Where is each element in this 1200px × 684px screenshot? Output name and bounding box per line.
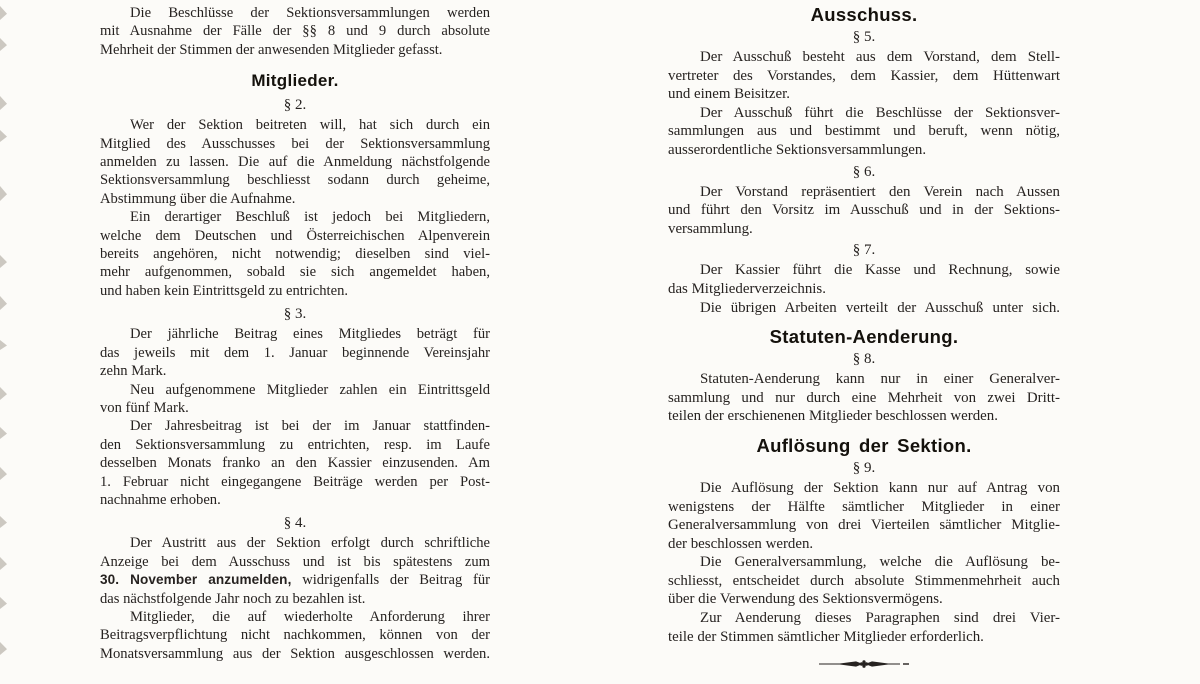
text-line: über die Verwendung des Sektionsvermögens. [668,591,943,608]
text-line: Der Vorstand repräsentiert den Verein nach Aussen [700,183,1060,200]
paragraph-number: § 9. [852,459,876,476]
paragraph-number: § 4. [283,515,307,532]
text-span: widrigenfalls der Beitrag für [291,572,490,589]
text-line: desselben Monats franko an den Kassier einzusenden. Am [100,455,490,472]
text-line: Generalversammlung von drei Vierteilen sämtlicher Mitglie- [668,517,1060,534]
tailpiece-divider-ornament-icon [668,654,1060,672]
page-left-column [100,0,490,663]
text-line: versammlung. [668,220,753,237]
paragraph [668,183,1060,239]
paragraph [100,4,490,59]
section-heading: Ausschuss. [810,4,918,25]
text-line: nachnahme erhoben. [100,491,221,508]
text-line: anmelden zu lassen. Die auf die Anmeldung nächstfolgende [100,154,490,171]
text-line: von fünf Mark. [100,399,189,416]
text-line: das jeweils mit dem 1. Januar beginnende Vereinsjahr [100,344,490,361]
text-line: Zur Aenderung dieses Paragraphen sind drei Vier- [700,610,1060,627]
text-line: Die übrigen Arbeiten verteilt der Ausschuß unter sich. [700,299,1060,316]
paragraph [668,299,1060,318]
paragraph [668,553,1060,609]
text-line: sammlungen aus und bestimmt und beruft, wenn nötig, [668,123,1060,140]
text-line: Statuten-Aenderung kann nur in einer Generalver- [700,371,1060,388]
text-line [100,571,490,589]
text-line: Beitragsverpflichtung nicht nachkommen, können von der [100,627,490,644]
scan-artifact [0,6,7,20]
paragraph [668,48,1060,104]
text-line: mehr aufgenommen, sobald sie sich angemeldet haben, [100,264,490,281]
text-line: sammlung und nur durch eine Mehrheit von zwei Dritt- [668,389,1060,406]
scan-artifact [0,130,7,142]
paragraph [100,417,490,509]
paragraph-number: § 7. [852,242,876,259]
text-line: zehn Mark. [100,363,167,380]
text-line: schliesst, entscheidet durch absolute Stimmenmehrheit auch [668,572,1060,589]
scan-artifact [0,467,7,480]
paragraph-number: § 3. [283,306,307,323]
text-line: Sektionsversammlung beschliesst sodann durch geheime, [100,172,490,189]
text-line: Der Austritt aus der Sektion erfolgt durch schriftliche [130,535,490,552]
paragraph [100,208,490,300]
paragraph [668,104,1060,160]
paragraph [100,534,490,608]
text-line: Die Generalversammlung, welche die Auflösung be- [700,554,1060,571]
paragraph [668,609,1060,646]
text-line: Der Ausschuß besteht aus dem Vorstand, dem Stell- [700,49,1060,65]
text-line: wenigstens der Hälfte sämtlicher Mitglieder in einer [668,498,1060,515]
paragraph [100,325,490,380]
text-line: und haben kein Eintrittsgeld zu entrichten. [100,282,349,299]
scan-artifact [0,96,7,110]
text-line: und führt den Vorsitz im Ausschuß und in der Sektions- [668,202,1060,219]
scan-artifact [0,557,7,570]
text-line: mit Ausnahme der Fälle der §§ 8 und 9 durch absolute [100,23,490,40]
text-line: Mehrheit der Stimmen der anwesenden Mitglieder gefasst. [100,41,443,58]
text-line: der beschlossen werden. [668,535,814,552]
text-line: Monatsversammlung aus der Sektion ausgeschlossen werden. [100,645,490,662]
scan-artifact [0,387,7,400]
scan-artifact [0,186,7,201]
paragraph [668,370,1060,426]
text-line: Mitglieder, die auf wiederholte Anforderung ihrer [130,608,490,625]
text-line: den Sektionsversammlung zu entrichten, resp. im Laufe [100,436,490,453]
paragraph [100,381,490,418]
paragraph [668,479,1060,553]
text-line: Der Jahresbeitrag ist bei der im Januar stattfinden- [130,418,490,435]
scan-artifact [0,255,7,268]
text-line: Ein derartiger Beschluß ist jedoch bei Mitgliedern, [130,209,490,226]
scan-artifact [0,38,7,51]
paragraph [100,608,490,663]
text-line: vertreter des Vorstandes, dem Kassier, dem Hüttenwart [668,67,1060,84]
paragraph-number: § 5. [852,29,876,45]
text-line: bereits angehören, nicht notwendig; dieselben sind viel- [100,246,490,263]
paragraph-number: § 8. [852,351,876,368]
text-line: Der Kassier führt die Kasse und Rechnung, sowie [700,262,1060,279]
text-line: Der Ausschuß führt die Beschlüsse der Sektionsver- [700,104,1060,121]
section-heading: Statuten-Aenderung. [769,326,959,348]
paragraph-number: § 6. [852,163,876,180]
text-line: Wer der Sektion beitreten will, hat sich durch ein [130,117,490,134]
paragraph [100,116,490,208]
text-line: Die Auflösung der Sektion kann nur auf Antrag von [700,479,1060,496]
text-line: das Mitgliederverzeichnis. [668,280,826,297]
paragraph [668,261,1060,298]
paragraph-number: § 2. [283,97,307,114]
section-heading: Auflösung der Sektion. [756,434,972,456]
text-line: teile der Stimmen sämtlicher Mitglieder erforderlich. [668,628,984,645]
scan-artifact [0,597,7,609]
text-line: Neu aufgenommene Mitglieder zahlen ein Eintrittsgeld [130,381,490,398]
text-line: Mitglied des Ausschusses bei der Sektionsversammlung [100,135,490,152]
scan-artifact [0,516,7,528]
text-line: ausserordentliche Sektionsversammlungen. [668,141,927,158]
scan-artifact [0,340,7,350]
page-right-column [668,0,1060,672]
text-line: und einem Beisitzer. [668,86,790,103]
scan-artifact [0,642,7,655]
text-line: Anzeige bei dem Ausschuss und ist bis spätestens zum [100,553,490,570]
scan-artifact [0,296,7,310]
text-line: 1. Februar nicht eingegangene Beiträge werden per Post- [100,473,490,490]
text-line: Die Beschlüsse der Sektionsversammlungen werden [130,5,490,21]
bold-text: 30. November anzumelden, [100,572,292,588]
text-line: Abstimmung über die Aufnahme. [100,190,296,207]
text-line: Der jährliche Beitrag eines Mitgliedes beträgt für [130,326,490,343]
scan-artifact [0,427,7,439]
text-line: das nächstfolgende Jahr noch zu bezahlen ist. [100,590,366,607]
text-line: teilen der erschienenen Mitglieder beschlossen werden. [668,408,998,425]
text-line: welche dem Deutschen und Österreichischen Alpenverein [100,227,490,244]
section-heading: Mitglieder. [251,71,339,91]
